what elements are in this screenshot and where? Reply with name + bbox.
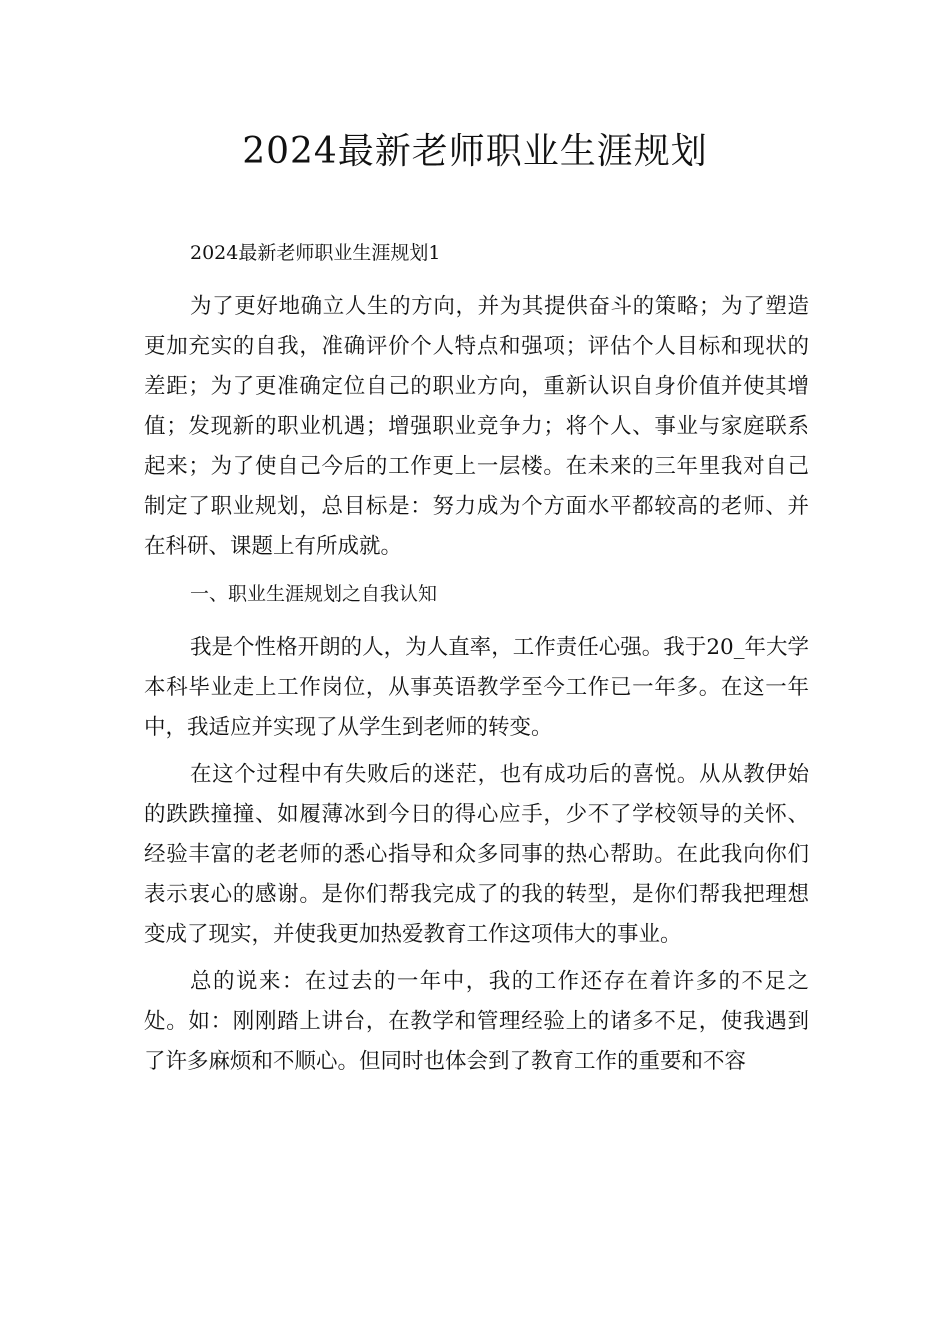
paragraph: 我是个性格开朗的人，为人直率，工作责任心强。我于20_年大学本科毕业走上工作岗位，从事英语教学至今工作已一年多。在这一年中，我适应并实现了从学生到老师的转变。: [144, 635, 809, 740]
section-heading: 2024最新老师职业生涯规划1: [190, 242, 441, 264]
document-body: [144, 233, 809, 1089]
section-heading: 一、职业生涯规划之自我认知: [190, 583, 438, 605]
paragraph: 在这个过程中有失败后的迷茫，也有成功后的喜悦。从从教伊始的跌跌撞撞、如履薄冰到今日的得心应手，少不了学校领导的关怀、经验丰富的老老师的悉心指导和众多同事的热心帮助。在此我向你们表示衷心的感谢。是你们帮我完成了的我的转型，是你们帮我把理想变成了现实，并使我更加热爱教育工作这项伟大的事业。: [144, 762, 809, 947]
document-title: 2024最新老师职业生涯规划: [242, 131, 708, 172]
paragraph: 为了更好地确立人生的方向，并为其提供奋斗的策略；为了塑造更加充实的自我，准确评价个人特点和强项；评估个人目标和现状的差距；为了更准确定位自己的职业方向，重新认识自身价值并使其增值；发现新的职业机遇；增强职业竞争力；将个人、事业与家庭联系起来；为了使自己今后的工作更上一层楼。在未来的三年里我对自己制定了职业规划，总目标是：努力成为个方面水平都较高的老师、并在科研、课题上有所成就。: [144, 294, 809, 559]
paragraph: 总的说来：在过去的一年中，我的工作还存在着许多的不足之处。如：刚刚踏上讲台，在教学和管理经验上的诸多不足，使我遇到了许多麻烦和不顺心。但同时也体会到了教育工作的重要和不容: [144, 969, 809, 1074]
